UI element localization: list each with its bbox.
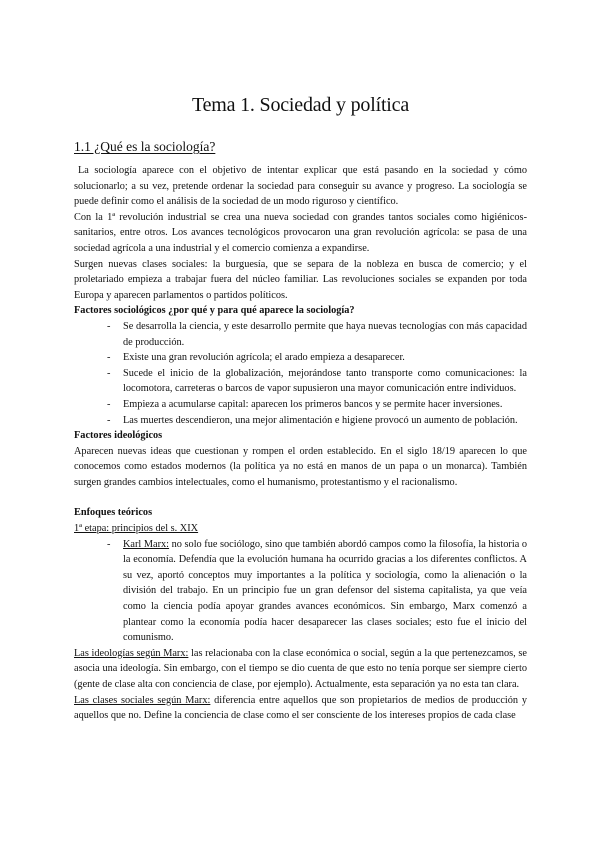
marx-name: Karl Marx: (123, 538, 170, 550)
etapa-label: 1ª etapa: principios del s. XIX (74, 523, 199, 535)
paragraph-revolution: Con la 1ª revolución industrial se crea una nueva sociedad con grandes tantos sociales como higiénicos-sanitarios, entre otros. Los avances tecnológicos provocaron una gran revolución agrícola: se pasa de una sociedad agrícola a una industrial y el comercio comienza a expandirse. (74, 211, 527, 254)
ideologicos-heading: Factores ideológicos (74, 430, 163, 442)
paragraph-ideologias: Las ideologías según Marx: las relacionaba con la clase económica o social, según a la que pertenezcamos, se asocia una ideología. Sin embargo, con el tiempo se dio cuenta de que esto no tenía porque ser siempre cierto (gente de clase alta con conciencia de clase, por ejemplo). Actualmente, esta separación ya no esta tan clara. (74, 647, 527, 690)
list-item: - Sucede el inicio de la globalización, mejorándose tanto transporte como comunicaciones: la locomotora, carreteras o barcos de vapor supusieron una mayor comunicación entre individuos. (107, 367, 527, 395)
marx-list (74, 537, 527, 646)
section-heading: 1.1 ¿Qué es la sociología? (74, 139, 216, 154)
list-item: - Las muertes descendieron, una mejor alimentación e higiene provocó un aumento de población. (107, 414, 518, 426)
paragraph-ideologicos: Aparecen nuevas ideas que cuestionan y rompen el orden establecido. En el siglo 18/19 aparecen lo que conocemos como estados modernos (la política ya no está en manos de un papa o un monarca). También surgen grandes cambios intelectuales, como el humanismo, protestantismo y el racionalismo. (74, 445, 527, 488)
list-item: - Empieza a acumularse capital: aparecen los primeros bancos y se permite hacer inversiones. (107, 398, 503, 410)
enfoques-heading: Enfoques teóricos (74, 507, 153, 519)
list-item: - Se desarrolla la ciencia, y este desarrollo permite que haya nuevas tecnologías con más capacidad de producción. (107, 320, 527, 348)
document-body (74, 92, 527, 724)
list-item: - Existe una gran revolución agrícola; el arado empieza a desaparecer. (107, 352, 405, 364)
spacer (74, 490, 527, 505)
paragraph-intro: La sociología aparece con el objetivo de intentar explicar que está pasando en la sociedad y cómo solucionarlo; a su vez, pretende ordenar la sociedad para conseguir su avance y progreso. La sociología se puede definir como el análisis de la sociedad de un modo riguroso y científico. (74, 165, 527, 208)
paragraph-clases: Las clases sociales según Marx: diferencia entre aquellos que son propietarios de medios de producción y aquellos que no. Define la conciencia de clase como el ser consciente de los intereses propios de cada clase (74, 694, 527, 722)
page-title: Tema 1. Sociedad y política (191, 94, 410, 116)
factores-heading: Factores sociológicos ¿por qué y para qué aparece la sociología? (74, 305, 355, 317)
list-item: - Karl Marx: no solo fue sociólogo, sino que también abordó campos como la filosofía, la historia o la economía. Defendía que la evolución humana ha ocurrido gracias a los diferentes conflictos. A su vez, aportó conceptos muy importantes a la política y sociología, como la alienación o la división del trabajo. En un principio fue un gran defensor del sistema capitalista, ya que veía como la ciencia podía apoyar grandes avances económicos. Sin embargo, Marx comenzó a plantear como la economía podía hacer desaparecer las clases sociales; esto fue el inicio del comunismo. (107, 538, 527, 644)
factores-list (74, 319, 527, 428)
paragraph-social-classes: Surgen nuevas clases sociales: la burguesía, que se separa de la nobleza en busca de comercio; y el proletariado empieza a trabajar fuera del núcleo familiar. Las revoluciones sociales se expanden por toda Europa y aparecen parlamentos o partidos políticos. (74, 258, 527, 301)
